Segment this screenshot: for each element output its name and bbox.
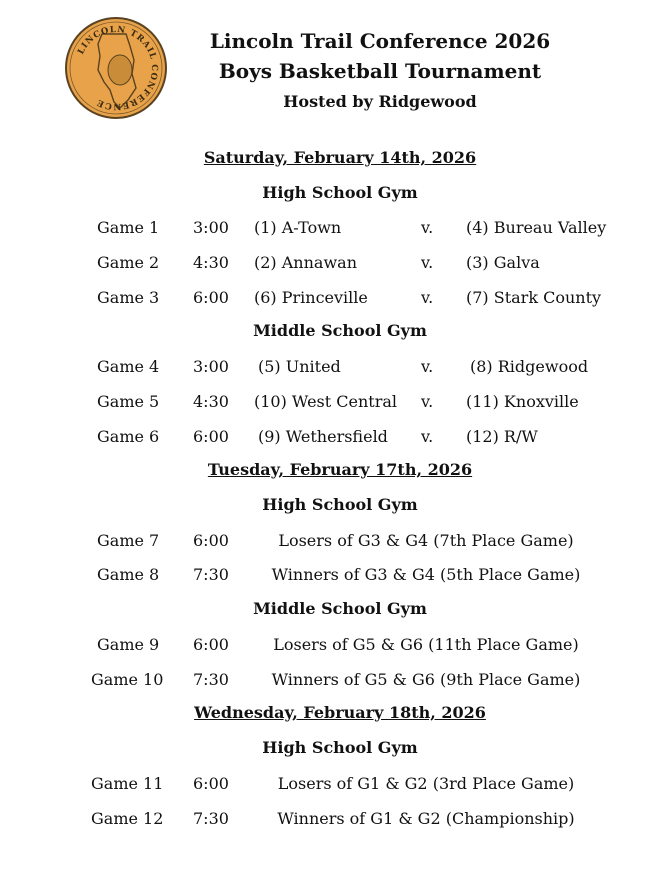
game-number: Game 6 xyxy=(97,427,160,446)
versus: v. xyxy=(421,253,434,272)
away-team: (11) Knoxville xyxy=(466,392,579,411)
home-team: (5) United xyxy=(258,357,341,376)
day-heading: Wednesday, February 18th, 2026 xyxy=(194,703,486,722)
game-number: Game 4 xyxy=(97,357,160,376)
game-time: 6:00 xyxy=(193,427,229,446)
day-heading: Saturday, February 14th, 2026 xyxy=(203,148,477,167)
host-line: Hosted by Ridgewood xyxy=(283,92,477,111)
game-number: Game 9 xyxy=(97,635,160,654)
game-number: Game 11 xyxy=(91,774,164,793)
matchup-description: Losers of G3 & G4 (7th Place Game) xyxy=(278,531,574,550)
game-number: Game 3 xyxy=(97,288,160,307)
game-row xyxy=(0,286,662,310)
game-number: Game 2 xyxy=(97,253,160,272)
game-number: Game 12 xyxy=(91,809,164,828)
matchup-description: Winners of G1 & G2 (Championship) xyxy=(277,809,575,828)
venue-heading: High School Gym xyxy=(262,495,418,514)
game-time: 4:30 xyxy=(193,253,229,272)
game-row xyxy=(0,772,662,796)
venue-heading: Middle School Gym xyxy=(253,321,427,340)
game-time: 6:00 xyxy=(193,288,229,307)
game-number: Game 1 xyxy=(97,218,160,237)
versus: v. xyxy=(421,427,434,446)
matchup-description: Losers of G5 & G6 (11th Place Game) xyxy=(273,635,579,654)
logo-lettering: LINCOLN TRAIL CONFERENCE xyxy=(76,24,160,112)
matchup-description: Winners of G3 & G4 (5th Place Game) xyxy=(271,565,581,584)
game-time: 7:30 xyxy=(193,809,229,828)
versus: v. xyxy=(421,288,434,307)
venue-heading: Middle School Gym xyxy=(253,599,427,618)
versus: v. xyxy=(421,357,434,376)
game-number: Game 7 xyxy=(97,531,160,550)
versus: v. xyxy=(421,218,434,237)
versus: v. xyxy=(421,392,434,411)
game-time: 7:30 xyxy=(193,670,229,689)
game-time: 4:30 xyxy=(193,392,229,411)
game-time: 7:30 xyxy=(193,565,229,584)
title-line-2: Boys Basketball Tournament xyxy=(218,59,542,83)
game-number: Game 5 xyxy=(97,392,160,411)
away-team: (12) R/W xyxy=(466,427,538,446)
game-number: Game 10 xyxy=(91,670,164,689)
away-team: (8) Ridgewood xyxy=(470,357,589,376)
game-row xyxy=(0,355,662,379)
game-row xyxy=(0,563,662,587)
game-row xyxy=(0,251,662,275)
game-row xyxy=(0,668,662,692)
game-row xyxy=(0,390,662,414)
home-team: (6) Princeville xyxy=(254,288,368,307)
home-team: (2) Annawan xyxy=(254,253,357,272)
lincoln-portrait-icon xyxy=(108,55,132,85)
title-line-1: Lincoln Trail Conference 2026 xyxy=(209,29,551,53)
game-time: 3:00 xyxy=(193,357,229,376)
game-time: 6:00 xyxy=(193,635,229,654)
away-team: (3) Galva xyxy=(466,253,540,272)
game-row xyxy=(0,216,662,240)
venue-heading: High School Gym xyxy=(262,183,418,202)
venue-heading: High School Gym xyxy=(262,738,418,757)
game-time: 6:00 xyxy=(193,774,229,793)
home-team: (9) Wethersfield xyxy=(258,427,388,446)
away-team: (7) Stark County xyxy=(466,288,602,307)
game-time: 3:00 xyxy=(193,218,229,237)
matchup-description: Losers of G1 & G2 (3rd Place Game) xyxy=(277,774,575,793)
game-time: 6:00 xyxy=(193,531,229,550)
game-row xyxy=(0,633,662,657)
home-team: (10) West Central xyxy=(254,392,398,411)
game-row xyxy=(0,529,662,553)
matchup-description: Winners of G5 & G6 (9th Place Game) xyxy=(271,670,581,689)
game-row xyxy=(0,425,662,449)
day-heading: Tuesday, February 17th, 2026 xyxy=(207,460,473,479)
away-team: (4) Bureau Valley xyxy=(466,218,607,237)
conference-logo xyxy=(64,16,168,120)
game-row xyxy=(0,807,662,831)
home-team: (1) A-Town xyxy=(254,218,342,237)
game-number: Game 8 xyxy=(97,565,160,584)
